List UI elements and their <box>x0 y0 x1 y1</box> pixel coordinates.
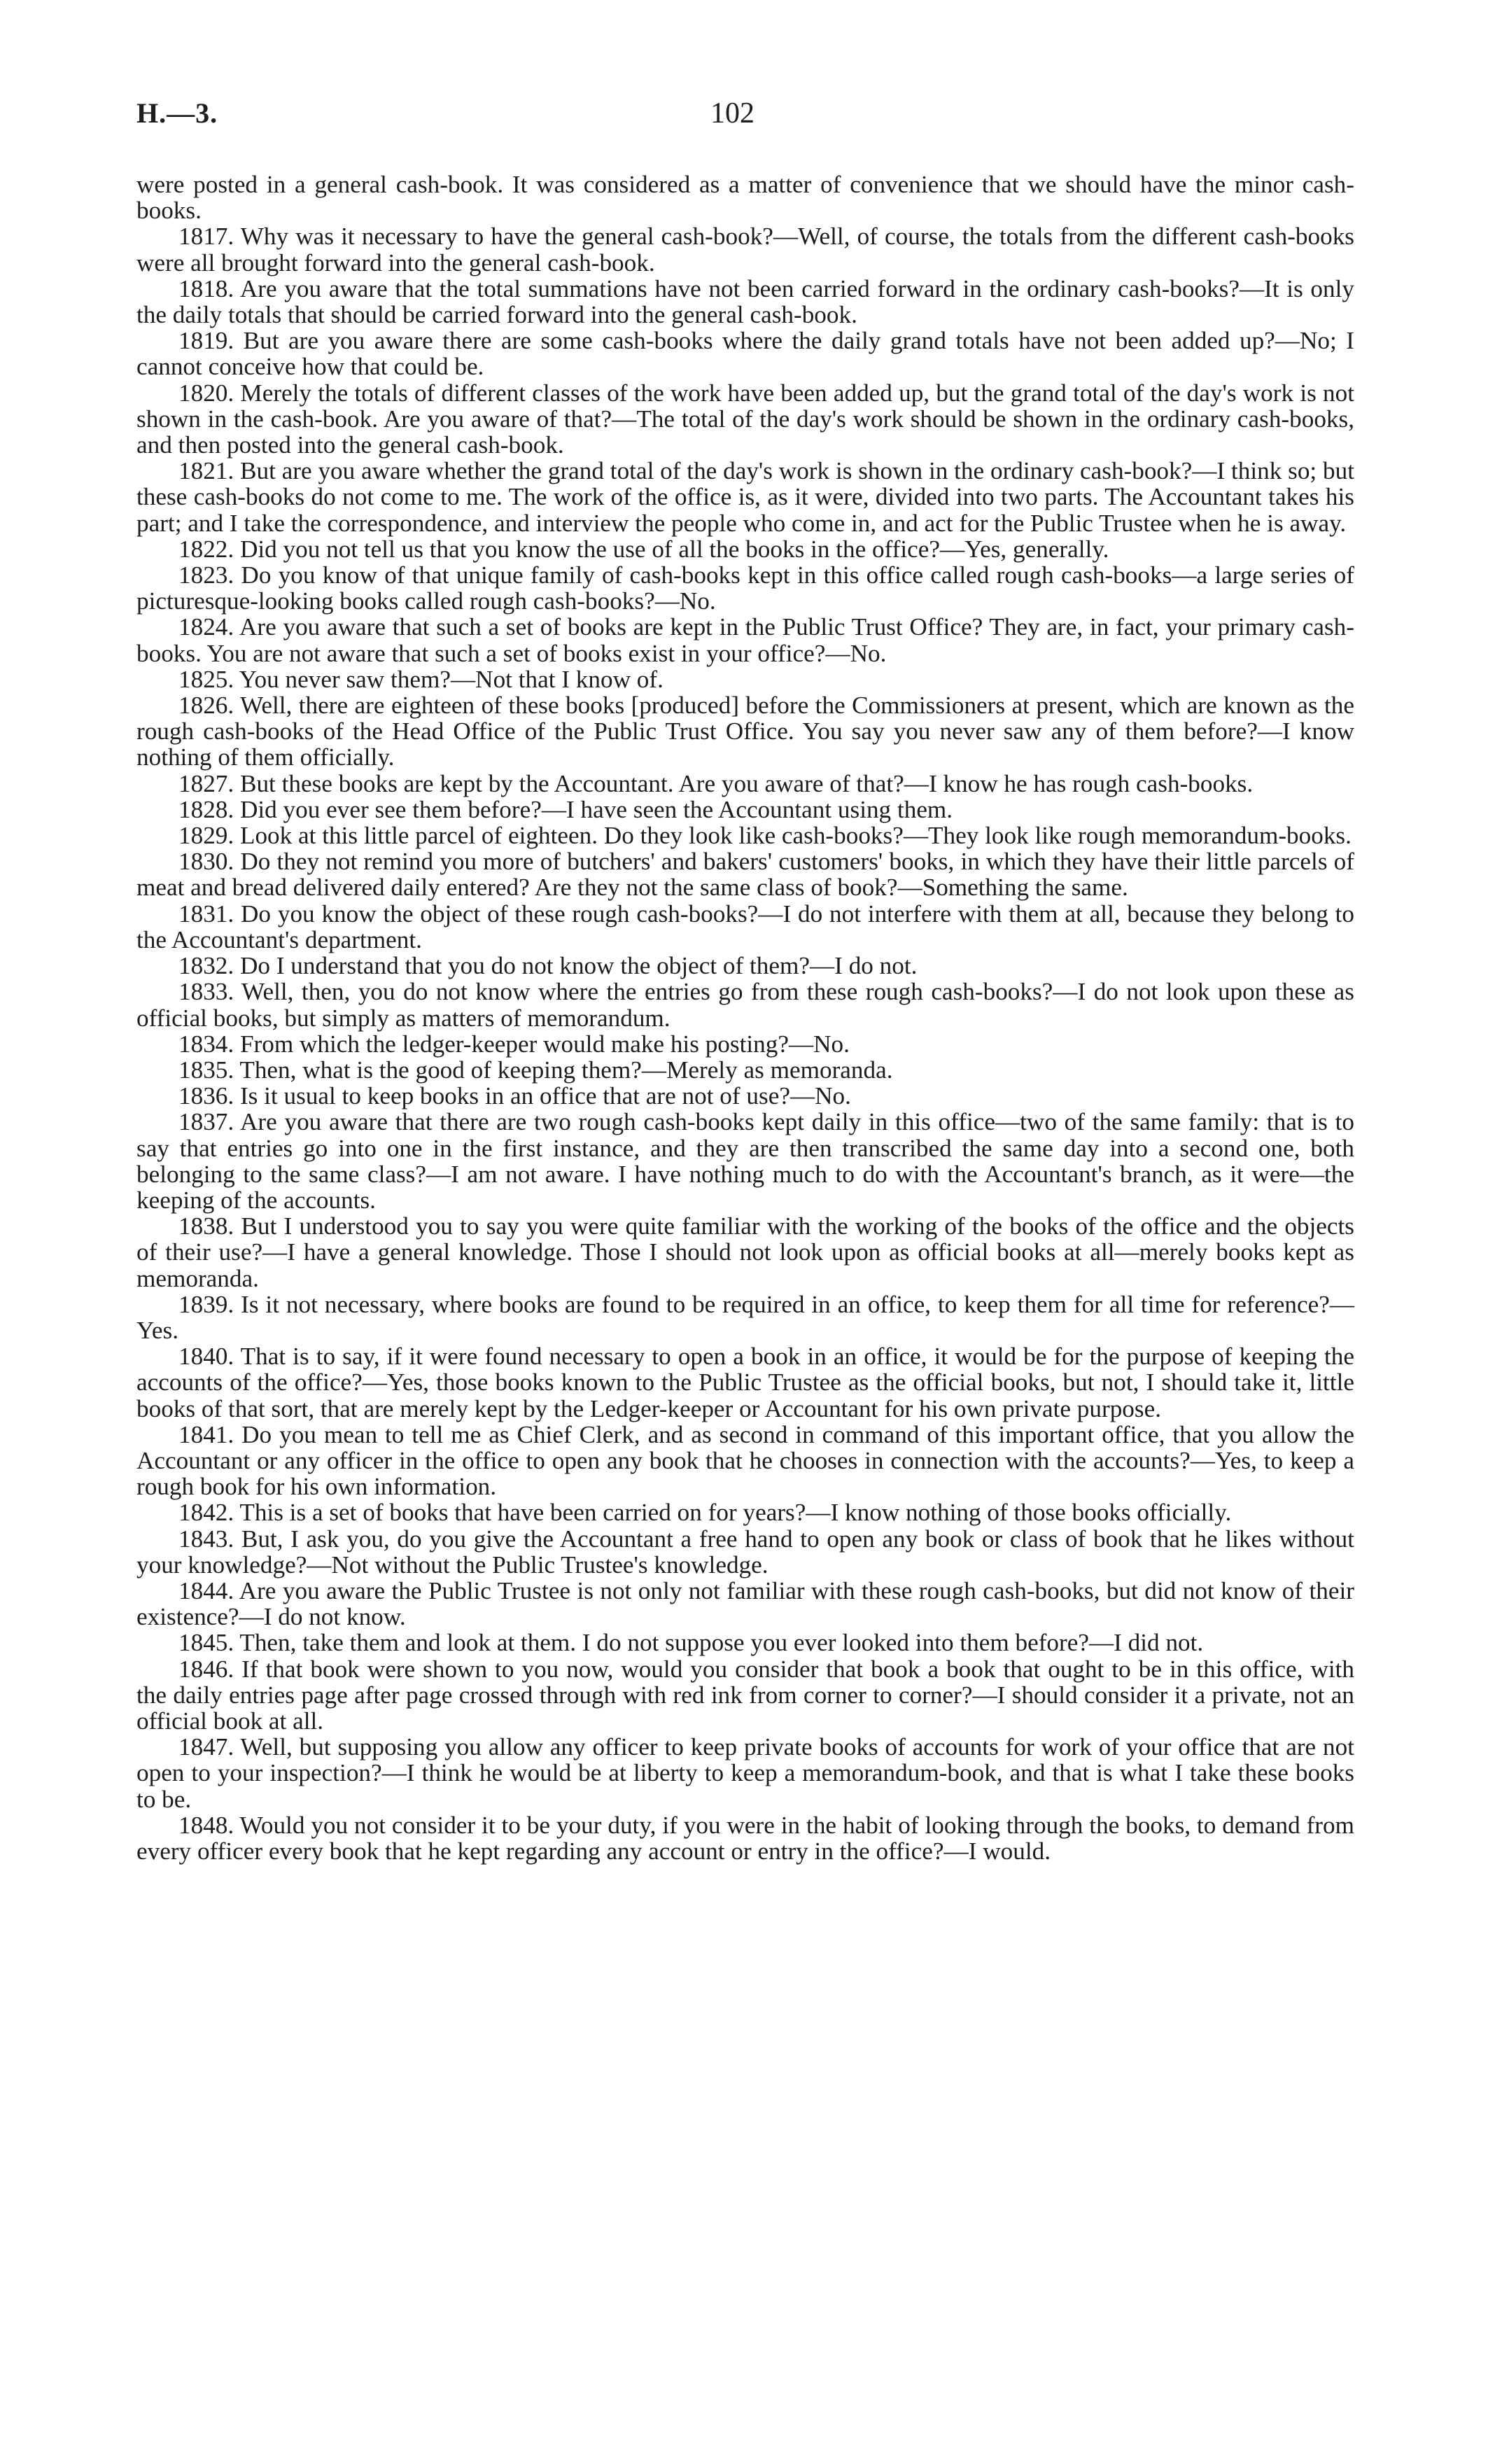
paragraph: 1836. Is it usual to keep books in an office that are not of use?—No. <box>178 1082 851 1110</box>
paragraph: 1827. But these books are kept by the Accountant. Are you aware of that?—I know he has rough cash-books. <box>178 769 1254 797</box>
paragraph: 1842. This is a set of books that have been carried on for years?—I know nothing of those books officially. <box>178 1499 1232 1527</box>
paragraph: 1825. You never saw them?—Not that I know of. <box>178 665 664 693</box>
paragraph: 1841. Do you mean to tell me as Chief Clerk, and as second in command of this important office, that you allow the Accountant or any officer in the office to open any book that he chooses in connection with the accounts?—Yes, to keep a rough book for his own information. <box>136 1420 1354 1501</box>
paragraph: 1831. Do you know the object of these rough cash-books?—I do not interfere with them at all, because they belong to the Accountant's department. <box>136 899 1354 953</box>
paragraph: 1840. That is to say, if it were found necessary to open a book in an office, it would be for the purpose of keeping the accounts of the office?—Yes, those books known to the Public Trustee as the official books, but not, I should take it, little books of that sort, that are merely kept by the Ledger-keeper or Accountant for his own private purpose. <box>136 1343 1354 1422</box>
paragraph: 1833. Well, then, you do not know where the entries go from these rough cash-books?—I do not look upon these as official books, but simply as matters of memorandum. <box>136 978 1354 1032</box>
paragraph: 1817. Why was it necessary to have the general cash-book?—Well, of course, the totals from the different cash-books were all brought forward into the general cash-book. <box>136 223 1354 276</box>
paragraph: 1843. But, I ask you, do you give the Accountant a free hand to open any book or class of book that he likes without your knowledge?—Not without the Public Trustee's knowledge. <box>136 1525 1354 1578</box>
page-header <box>136 97 1354 139</box>
paragraph: 1828. Did you ever see them before?—I have seen the Accountant using them. <box>178 795 953 823</box>
paragraph: 1823. Do you know of that unique family of cash-books kept in this office called rough cash-books—a large series of picturesque-looking books called rough cash-books?—No. <box>136 561 1354 615</box>
paragraph: 1829. Look at this little parcel of eighteen. Do they look like cash-books?—They look like rough memorandum-books. <box>178 822 1352 850</box>
paragraph: 1822. Did you not tell us that you know the use of all the books in the office?—Yes, generally. <box>178 535 1109 563</box>
paragraph: 1845. Then, take them and look at them. I do not suppose you ever looked into them before?—I did not. <box>178 1629 1204 1657</box>
paragraph: 1835. Then, what is the good of keeping them?—Merely as memoranda. <box>178 1056 893 1084</box>
paragraph: 1821. But are you aware whether the grand total of the day's work is shown in the ordinary cash-book?—I think so; but these cash-books do not come to me. The work of the office is, as it were, divided into two parts. The Accountant takes his part; and I take the correspondence, and interview the people who come in, and act for the Public Trustee when he is away. <box>136 457 1354 537</box>
paragraph: 1838. But I understood you to say you were quite familiar with the working of the books of the office and the objects of their use?—I have a general knowledge. Those I should not look upon as official books at all—merely books kept as memoranda. <box>136 1212 1354 1292</box>
paragraph: 1819. But are you aware there are some cash-books where the daily grand totals have not been added up?—No; I cannot conceive how that could be. <box>136 327 1354 381</box>
paragraph: 1846. If that book were shown to you now, would you consider that book a book that ought to be in this office, with the daily entries page after page crossed through with red ink from corner to corner?—I should consider it a private, not an official book at all. <box>136 1655 1354 1735</box>
paragraph: 1848. Would you not consider it to be your duty, if you were in the habit of looking through the books, to demand from every officer every book that he kept regarding any account or entry in the office?—I would. <box>136 1811 1354 1865</box>
paragraph: 1837. Are you aware that there are two rough cash-books kept daily in this office—two of the same family: that is to say that entries go into one in the first instance, and they are then transcribed the same day into a second one, both belonging to the same class?—I am not aware. I have nothing much to do with the Accountant's branch, as it were—the keeping of the accounts. <box>136 1108 1354 1214</box>
paragraph: 1832. Do I understand that you do not know the object of them?—I do not. <box>178 952 918 980</box>
paragraph: 1844. Are you aware the Public Trustee is not only not familiar with these rough cash-books, but did not know of their existence?—I do not know. <box>136 1576 1354 1631</box>
paragraph: 1830. Do they not remind you more of butchers' and bakers' customers' books, in which they have their little parcels of meat and bread delivered daily entered? Are they not the same class of book?—Something the same. <box>136 848 1354 902</box>
page-number: 102 <box>710 97 754 130</box>
paragraph: 1847. Well, but supposing you allow any officer to keep private books of accounts for work of your office that are not open to your inspection?—I think he would be at liberty to keep a memorandum-book, and that is what I take these books to be. <box>136 1733 1354 1813</box>
paragraph: 1820. Merely the totals of different classes of the work have been added up, but the grand total of the day's work is not shown in the cash-book. Are you aware of that?—The total of the day's work should be shown in the ordinary cash-books, and then posted into the general cash-book. <box>136 379 1354 459</box>
paragraph: 1818. Are you aware that the total summations have not been carried forward in the ordinary cash-books?—It is only the daily totals that should be carried forward into the general cash-book. <box>136 274 1354 329</box>
paragraph: 1826. Well, there are eighteen of these books [produced] before the Commissioners at present, which are known as the rough cash-books of the Head Office of the Public Trust Office. You say you never saw any of them before?—I know nothing of them officially. <box>136 692 1354 771</box>
body-text <box>136 172 1354 1864</box>
paragraph: were posted in a general cash-book. It was considered as a matter of convenience that we should have the minor cash-books. <box>136 171 1354 225</box>
document-reference: H.—3. <box>136 97 218 129</box>
paragraph: 1839. Is it not necessary, where books are found to be required in an office, to keep them for all time for reference?—Yes. <box>136 1290 1354 1344</box>
paragraph: 1834. From which the ledger-keeper would make his posting?—No. <box>178 1030 850 1058</box>
paragraph: 1824. Are you aware that such a set of books are kept in the Public Trust Office? They are, in fact, your primary cash-books. You are not aware that such a set of books exist in your office?—No. <box>136 613 1354 667</box>
